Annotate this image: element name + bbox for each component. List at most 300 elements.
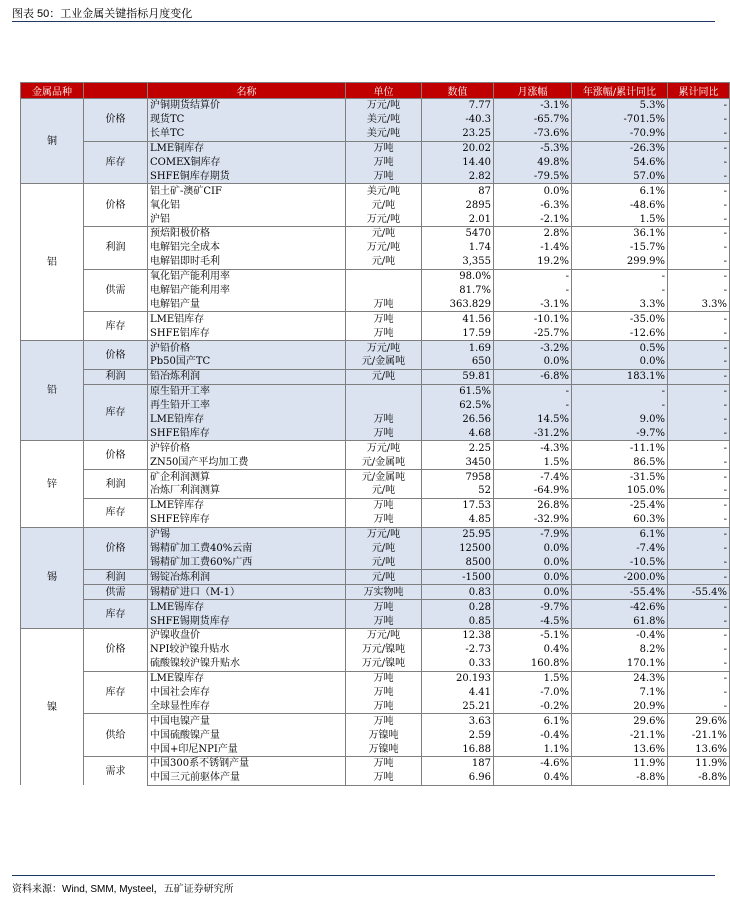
value-cell: 3,355 (422, 255, 494, 269)
cumulative-change-cell: - (668, 341, 730, 355)
unit-cell: 万吨 (346, 426, 422, 440)
unit-cell: 万吨 (346, 413, 422, 427)
cumulative-change-cell: 11.9% (668, 756, 730, 770)
month-change-cell: -64.9% (494, 484, 572, 498)
category-label: 库存 (84, 384, 148, 441)
indicator-name: Pb50国产TC (148, 355, 346, 369)
unit-cell: 元/吨 (346, 556, 422, 570)
cumulative-change-cell: - (668, 513, 730, 527)
cumulative-change-cell: - (668, 657, 730, 671)
month-change-cell: 26.8% (494, 498, 572, 512)
indicator-name: 中国300系不锈钢产量 (148, 756, 346, 770)
indicator-name: COMEX铜库存 (148, 156, 346, 170)
year-change-cell: 5.3% (572, 99, 668, 113)
value-cell: 2.25 (422, 441, 494, 455)
unit-cell: 美元/吨 (346, 127, 422, 141)
bottom-divider (12, 875, 715, 876)
cumulative-change-cell: - (668, 156, 730, 170)
indicator-name: 锡锭冶炼利润 (148, 570, 346, 585)
table-row (21, 628, 730, 642)
year-change-cell: -21.1% (572, 728, 668, 742)
indicator-name: 原生铅开工率 (148, 384, 346, 398)
unit-cell: 万元/镍吨 (346, 657, 422, 671)
year-change-cell: 61.8% (572, 614, 668, 628)
month-change-cell: 49.8% (494, 156, 572, 170)
indicator-name: 沪铝 (148, 212, 346, 226)
value-cell: -2.73 (422, 643, 494, 657)
year-change-cell: 105.0% (572, 484, 668, 498)
month-change-cell: - (494, 384, 572, 398)
month-change-cell: 0.0% (494, 542, 572, 556)
value-cell: 25.95 (422, 527, 494, 541)
month-change-cell: 2.8% (494, 227, 572, 241)
year-change-cell: 8.2% (572, 643, 668, 657)
value-cell: 2.59 (422, 728, 494, 742)
header-mom: 月涨幅 (494, 83, 572, 99)
category-label: 库存 (84, 141, 148, 184)
category-label: 价格 (84, 184, 148, 227)
unit-cell: 万元/吨 (346, 441, 422, 455)
year-change-cell: -10.5% (572, 556, 668, 570)
value-cell: 12.38 (422, 628, 494, 642)
unit-cell: 万吨 (346, 600, 422, 614)
value-cell: 23.25 (422, 127, 494, 141)
month-change-cell: 1.5% (494, 671, 572, 685)
year-change-cell: 36.1% (572, 227, 668, 241)
cumulative-change-cell: - (668, 369, 730, 384)
month-change-cell: -4.5% (494, 614, 572, 628)
unit-cell: 万吨 (346, 671, 422, 685)
cumulative-change-cell: - (668, 671, 730, 685)
indicator-name: 氧化铝产能利用率 (148, 269, 346, 283)
month-change-cell: -6.3% (494, 198, 572, 212)
month-change-cell: -6.8% (494, 369, 572, 384)
cumulative-change-cell: - (668, 643, 730, 657)
header-cumulative: 累计同比 (668, 83, 730, 99)
unit-cell: 万元/吨 (346, 99, 422, 113)
year-change-cell: 0.0% (572, 355, 668, 369)
category-label: 供需 (84, 269, 148, 312)
cumulative-change-cell: - (668, 399, 730, 413)
unit-cell: 元/吨 (346, 198, 422, 212)
year-change-cell: 9.0% (572, 413, 668, 427)
value-cell: -1500 (422, 570, 494, 585)
value-cell: 62.5% (422, 399, 494, 413)
table-header-row (21, 83, 730, 99)
value-cell: 16.88 (422, 742, 494, 756)
cumulative-change-cell: - (668, 326, 730, 340)
year-change-cell: 299.9% (572, 255, 668, 269)
indicator-name: LME锡库存 (148, 600, 346, 614)
header-value: 数值 (422, 83, 494, 99)
table-row (21, 369, 730, 384)
indicator-name: 铅冶炼利润 (148, 369, 346, 384)
value-cell: 41.56 (422, 312, 494, 326)
cumulative-change-cell: - (668, 255, 730, 269)
indicator-name: 沪铜期货结算价 (148, 99, 346, 113)
unit-cell (346, 399, 422, 413)
unit-cell: 万镍吨 (346, 742, 422, 756)
unit-cell: 万吨 (346, 686, 422, 700)
month-change-cell: -1.4% (494, 241, 572, 255)
unit-cell: 万镍吨 (346, 728, 422, 742)
month-change-cell: 0.4% (494, 771, 572, 785)
indicator-name: 锡精矿进口（M-1） (148, 585, 346, 600)
value-cell: 2895 (422, 198, 494, 212)
month-change-cell: - (494, 399, 572, 413)
cumulative-change-cell: 29.6% (668, 714, 730, 728)
indicator-name: 全球显性库存 (148, 699, 346, 713)
year-change-cell: -70.9% (572, 127, 668, 141)
value-cell: 7.77 (422, 99, 494, 113)
month-change-cell: -3.2% (494, 341, 572, 355)
source-note: 资料来源：Wind, SMM, Mysteel，五矿证券研究所 (12, 884, 234, 895)
unit-cell (346, 384, 422, 398)
year-change-cell: -200.0% (572, 570, 668, 585)
month-change-cell: -10.1% (494, 312, 572, 326)
unit-cell: 元/吨 (346, 255, 422, 269)
unit-cell: 元/吨 (346, 227, 422, 241)
category-label: 价格 (84, 99, 148, 142)
month-change-cell: 1.5% (494, 455, 572, 469)
indicator-name: 再生铅开工率 (148, 399, 346, 413)
month-change-cell: 19.2% (494, 255, 572, 269)
category-label: 价格 (84, 527, 148, 570)
unit-cell: 万元/吨 (346, 341, 422, 355)
indicator-name: 中国三元前驱体产量 (148, 771, 346, 785)
cumulative-change-cell: - (668, 198, 730, 212)
metal-label: 铅 (21, 341, 84, 441)
month-change-cell: 6.1% (494, 714, 572, 728)
indicator-name: 硫酸镍较沪镍升贴水 (148, 657, 346, 671)
indicator-name: SHFE铝库存 (148, 326, 346, 340)
unit-cell: 万吨 (346, 699, 422, 713)
year-change-cell: 3.3% (572, 297, 668, 311)
table-row (21, 99, 730, 113)
metal-group (21, 99, 730, 184)
cumulative-change-cell: - (668, 426, 730, 440)
value-cell: 17.53 (422, 498, 494, 512)
unit-cell: 万吨 (346, 614, 422, 628)
year-change-cell: - (572, 269, 668, 283)
table-row (21, 227, 730, 241)
category-label: 库存 (84, 498, 148, 527)
indicator-name: 锡精矿加工费40%云南 (148, 542, 346, 556)
unit-cell: 元/金属吨 (346, 470, 422, 484)
category-label: 价格 (84, 628, 148, 671)
value-cell: 0.33 (422, 657, 494, 671)
cumulative-change-cell: - (668, 127, 730, 141)
year-change-cell: 29.6% (572, 714, 668, 728)
year-change-cell: 57.0% (572, 169, 668, 183)
unit-cell: 万吨 (346, 169, 422, 183)
cumulative-change-cell: - (668, 686, 730, 700)
value-cell: 26.56 (422, 413, 494, 427)
indicator-name: NPI较沪镍升贴水 (148, 643, 346, 657)
unit-cell (346, 284, 422, 298)
value-cell: 4.85 (422, 513, 494, 527)
table-row (21, 756, 730, 770)
year-change-cell: -0.4% (572, 628, 668, 642)
table-row (21, 384, 730, 398)
unit-cell: 万吨 (346, 513, 422, 527)
indicator-name: 电解铝产量 (148, 297, 346, 311)
table-row (21, 600, 730, 614)
month-change-cell: -0.2% (494, 699, 572, 713)
cumulative-change-cell: - (668, 628, 730, 642)
indicator-name: SHFE锌库存 (148, 513, 346, 527)
cumulative-change-cell: - (668, 614, 730, 628)
table-row (21, 184, 730, 198)
year-change-cell: 6.1% (572, 527, 668, 541)
table-row (21, 527, 730, 541)
year-change-cell: -9.7% (572, 426, 668, 440)
month-change-cell: -4.6% (494, 756, 572, 770)
value-cell: 12500 (422, 542, 494, 556)
unit-cell: 元/吨 (346, 570, 422, 585)
year-change-cell: 1.5% (572, 212, 668, 226)
cumulative-change-cell: - (668, 413, 730, 427)
category-label: 利润 (84, 470, 148, 499)
year-change-cell: -701.5% (572, 113, 668, 127)
year-change-cell: 60.3% (572, 513, 668, 527)
indicator-name: 现货TC (148, 113, 346, 127)
table-row (21, 671, 730, 685)
cumulative-change-cell: - (668, 556, 730, 570)
unit-cell: 万元/吨 (346, 628, 422, 642)
year-change-cell: 183.1% (572, 369, 668, 384)
metal-group (21, 628, 730, 785)
indicator-name: 中国硫酸镍产量 (148, 728, 346, 742)
indicator-name: 电解铝产能利用率 (148, 284, 346, 298)
value-cell: 20.193 (422, 671, 494, 685)
cumulative-change-cell: 13.6% (668, 742, 730, 756)
year-change-cell: 0.5% (572, 341, 668, 355)
value-cell: 6.96 (422, 771, 494, 785)
month-change-cell: - (494, 284, 572, 298)
month-change-cell: -3.1% (494, 99, 572, 113)
month-change-cell: -32.9% (494, 513, 572, 527)
month-change-cell: 0.0% (494, 556, 572, 570)
indicator-name: 冶炼厂利润测算 (148, 484, 346, 498)
cumulative-change-cell: -8.8% (668, 771, 730, 785)
indicator-name: 锡精矿加工费60%广西 (148, 556, 346, 570)
table-row (21, 141, 730, 155)
unit-cell: 万吨 (346, 156, 422, 170)
indicator-name: SHFE铅库存 (148, 426, 346, 440)
value-cell: 52 (422, 484, 494, 498)
cumulative-change-cell: - (668, 227, 730, 241)
indicator-name: 预焙阳极价格 (148, 227, 346, 241)
table-row (21, 714, 730, 728)
value-cell: 87 (422, 184, 494, 198)
month-change-cell: 0.0% (494, 570, 572, 585)
metal-label: 铜 (21, 99, 84, 184)
value-cell: 2.82 (422, 169, 494, 183)
table-row (21, 570, 730, 585)
cumulative-change-cell: - (668, 570, 730, 585)
month-change-cell: 0.0% (494, 585, 572, 600)
year-change-cell: -55.4% (572, 585, 668, 600)
cumulative-change-cell: - (668, 355, 730, 369)
year-change-cell: -42.6% (572, 600, 668, 614)
cumulative-change-cell: - (668, 141, 730, 155)
category-label: 供需 (84, 585, 148, 600)
year-change-cell: - (572, 384, 668, 398)
month-change-cell: -25.7% (494, 326, 572, 340)
unit-cell: 元/吨 (346, 484, 422, 498)
header-category (84, 83, 148, 99)
unit-cell: 万实物吨 (346, 585, 422, 600)
cumulative-change-cell: - (668, 312, 730, 326)
unit-cell: 万吨 (346, 326, 422, 340)
unit-cell (346, 269, 422, 283)
indicator-name: 中国+印尼NPI产量 (148, 742, 346, 756)
category-label: 价格 (84, 441, 148, 470)
cumulative-change-cell: -55.4% (668, 585, 730, 600)
indicator-name: 沪锡 (148, 527, 346, 541)
value-cell: 1.74 (422, 241, 494, 255)
year-change-cell: -48.6% (572, 198, 668, 212)
value-cell: 8500 (422, 556, 494, 570)
year-change-cell: 20.9% (572, 699, 668, 713)
year-change-cell: -25.4% (572, 498, 668, 512)
unit-cell: 万吨 (346, 771, 422, 785)
metal-label: 锌 (21, 441, 84, 527)
value-cell: 2.01 (422, 212, 494, 226)
metal-label: 镍 (21, 628, 84, 785)
month-change-cell: -0.4% (494, 728, 572, 742)
year-change-cell: 170.1% (572, 657, 668, 671)
metal-group (21, 184, 730, 341)
table-row (21, 498, 730, 512)
unit-cell: 元/金属吨 (346, 455, 422, 469)
value-cell: 0.28 (422, 600, 494, 614)
month-change-cell: - (494, 269, 572, 283)
year-change-cell: 6.1% (572, 184, 668, 198)
cumulative-change-cell: - (668, 169, 730, 183)
value-cell: 363.829 (422, 297, 494, 311)
unit-cell: 美元/吨 (346, 113, 422, 127)
cumulative-change-cell: - (668, 542, 730, 556)
value-cell: 0.83 (422, 585, 494, 600)
cumulative-change-cell: 3.3% (668, 297, 730, 311)
cumulative-change-cell: - (668, 484, 730, 498)
month-change-cell: -79.5% (494, 169, 572, 183)
indicator-name: 中国社会库存 (148, 686, 346, 700)
cumulative-change-cell: - (668, 99, 730, 113)
month-change-cell: -2.1% (494, 212, 572, 226)
year-change-cell: -11.1% (572, 441, 668, 455)
unit-cell: 万吨 (346, 714, 422, 728)
value-cell: 59.81 (422, 369, 494, 384)
indicator-name: LME铅库存 (148, 413, 346, 427)
unit-cell: 万吨 (346, 756, 422, 770)
cumulative-change-cell: - (668, 241, 730, 255)
indicator-name: 沪锌价格 (148, 441, 346, 455)
table-row (21, 312, 730, 326)
value-cell: 3450 (422, 455, 494, 469)
month-change-cell: -5.3% (494, 141, 572, 155)
value-cell: 1.69 (422, 341, 494, 355)
header-unit: 单位 (346, 83, 422, 99)
indicator-name: 沪铅价格 (148, 341, 346, 355)
month-change-cell: -73.6% (494, 127, 572, 141)
month-change-cell: 0.0% (494, 184, 572, 198)
unit-cell: 万吨 (346, 141, 422, 155)
indicator-name: 氧化铝 (148, 198, 346, 212)
unit-cell: 万吨 (346, 312, 422, 326)
cumulative-change-cell: - (668, 384, 730, 398)
metal-group (21, 527, 730, 628)
metal-indicators-table (20, 82, 730, 786)
cumulative-change-cell: - (668, 699, 730, 713)
header-yoy: 年涨幅/累计同比 (572, 83, 668, 99)
month-change-cell: 160.8% (494, 657, 572, 671)
month-change-cell: -7.4% (494, 470, 572, 484)
month-change-cell: -7.9% (494, 527, 572, 541)
value-cell: 81.7% (422, 284, 494, 298)
category-label: 价格 (84, 341, 148, 370)
indicator-name: LME镍库存 (148, 671, 346, 685)
metal-label: 锡 (21, 527, 84, 628)
year-change-cell: 24.3% (572, 671, 668, 685)
year-change-cell: 11.9% (572, 756, 668, 770)
value-cell: 0.85 (422, 614, 494, 628)
year-change-cell: 7.1% (572, 686, 668, 700)
year-change-cell: 86.5% (572, 455, 668, 469)
value-cell: 4.41 (422, 686, 494, 700)
category-label: 库存 (84, 600, 148, 629)
table-row (21, 585, 730, 600)
month-change-cell: 0.0% (494, 355, 572, 369)
category-label: 利润 (84, 227, 148, 270)
value-cell: 187 (422, 756, 494, 770)
indicator-name: ZN50国产平均加工费 (148, 455, 346, 469)
year-change-cell: - (572, 284, 668, 298)
year-change-cell: -26.3% (572, 141, 668, 155)
indicator-name: 中国电镍产量 (148, 714, 346, 728)
indicator-name: 矿企利润测算 (148, 470, 346, 484)
unit-cell: 万元/吨 (346, 241, 422, 255)
cumulative-change-cell: - (668, 498, 730, 512)
month-change-cell: 14.5% (494, 413, 572, 427)
month-change-cell: -5.1% (494, 628, 572, 642)
indicator-name: 电解铝即时毛利 (148, 255, 346, 269)
month-change-cell: -31.2% (494, 426, 572, 440)
unit-cell: 万吨 (346, 498, 422, 512)
table-row (21, 341, 730, 355)
month-change-cell: -9.7% (494, 600, 572, 614)
category-label: 库存 (84, 312, 148, 341)
year-change-cell: 54.6% (572, 156, 668, 170)
cumulative-change-cell: -21.1% (668, 728, 730, 742)
unit-cell: 万元/镍吨 (346, 643, 422, 657)
cumulative-change-cell: - (668, 600, 730, 614)
year-change-cell: 13.6% (572, 742, 668, 756)
month-change-cell: -4.3% (494, 441, 572, 455)
value-cell: 61.5% (422, 384, 494, 398)
indicator-name: 铝土矿-澳矿CIF (148, 184, 346, 198)
month-change-cell: -7.0% (494, 686, 572, 700)
cumulative-change-cell: - (668, 455, 730, 469)
indicator-name: 沪镍收盘价 (148, 628, 346, 642)
cumulative-change-cell: - (668, 441, 730, 455)
metal-group (21, 441, 730, 527)
table-row (21, 269, 730, 283)
category-label: 利润 (84, 369, 148, 384)
indicator-name: 电解铝完全成本 (148, 241, 346, 255)
